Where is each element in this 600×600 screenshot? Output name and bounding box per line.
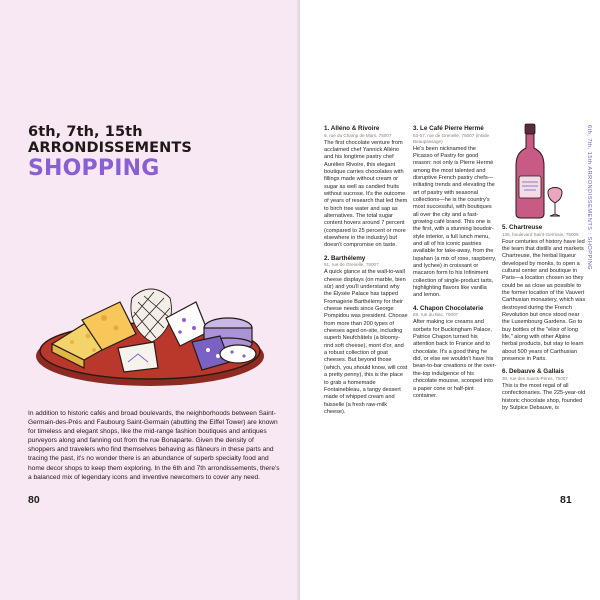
- listing-description: A quick glance at the wall-to-wall cheese displays (on marble, bien sûr) and you'll understand why the Élysée Palace has tapped Fromagerie Barthélemy for their cheese needs since George Pompidou was president. Choose from more than 200 types of cheeses aged on-site, including superb Neufchâtels (a bloomy-rind soft cheese), mont d'or, and a robust collection of goat cheeses. But beyond those (which, you should know, will cost a pretty penny), this is the place to grab a homemade Fontainebleau, a tangy dessert made of whipped cream and faisselle (a fresh raw-milk cheese).: [324, 269, 408, 415]
- listing-column-3: [502, 224, 586, 417]
- listing-description: He's been nicknamed the Picasso of Pastry for good reason: not only is Pierre Hermé among the most talented and disruptive French pastry chefs—initiating trends and elevating the art of pastry with seasonal collections—he is the country's most successful, with boutiques all over the city and a fast-growing café brand. This one is the first, with a stunning boudoir-style interior, a full lunch menu, and all of his iconic pastries available for take-away, from the Ispahan (a mix of rose, raspberry, and lychee) in croissant or macaron form to his Infiniment collection of single-product tarts, highlighting flavors like vanilla and lemon.: [413, 145, 497, 299]
- listing-title: 4. Chapon Chocolaterie: [413, 304, 484, 312]
- listing-address: 135, boulevard Saint-Germain, 75006: [502, 231, 579, 237]
- heading-arrondissements: ARRONDISSEMENTS: [28, 140, 192, 156]
- chartreuse-bottle-and-glass-illustration: [510, 122, 564, 222]
- page-number-left: 80: [28, 494, 40, 506]
- heading-arrondissements-numbers: 6th, 7th, 15th: [28, 124, 143, 140]
- listing-column-1: [324, 125, 408, 421]
- listing-address: 51, rue de Grenelle, 75007: [324, 262, 379, 268]
- listing-entry: [324, 255, 408, 416]
- cheese-platter-illustration: [24, 258, 276, 398]
- listing-description: Four centuries of history have led the team that distills and markets Chartreuse, the herbal liqueur developed by monks, to open a cultural center and boutique in Paris—a location chosen so they could be as close as possible to the former location of the Vauvert Carthusian monastery, which was destroyed during the French Revolution but once stood near the Luxembourg Gardens. Go to buy bottles of the "elixir of long life," along with other Alpine herbal products, but stay to learn about 500 years of Carthusian presence in Paris.: [502, 238, 586, 363]
- listing-title: 1. Alléno & Rivoire: [324, 125, 380, 132]
- listing-entry: [502, 224, 586, 363]
- listing-address: 9, rue du Champ de Mars, 75007: [324, 132, 392, 138]
- listing-address: 69, rue du Bac, 75007: [413, 312, 459, 318]
- section-heading: [28, 124, 278, 182]
- listing-description: After making ice creams and sorbets for Buckingham Palace, Patrice Chapon turned his attention back to France and to chocolate. It's a good thing he did, or else we wouldn't have his bean-to-bar creations or the over-the-top indulgence of his chocolate mousse, scooped into a paper cone or half-pint container.: [413, 319, 497, 399]
- listing-title: 3. Le Café Pierre Hermé: [413, 125, 484, 132]
- listing-entry: [324, 125, 408, 250]
- intro-paragraph: In addition to historic cafés and broad boulevards, the neighborhoods between Saint-Germain-des-Prés and Faubourg Saint-Germain (abutting the Eiffel Tower) are known for timeless and elegant shops, like the mid-range fashion boutiques and antiques purveyors along and fanning out from the rue Bonaparte. Given the density of shoppers and travelers who find themselves behaving as flâneurs in these parts and tracing the past, it's no wonder there is an abundance of superb specialty food and home decor shops to keep them exploring. In the 6th and 7th arrondissements, there's a balanced mix of legendary icons and inventive newcomers to cover any need.: [28, 410, 280, 481]
- listing-address: 30, rue des Saints-Pères, 75007: [502, 376, 568, 382]
- listing-title: 6. Debauve & Gallais: [502, 368, 564, 376]
- listing-column-2: [413, 125, 497, 405]
- listing-entry: [502, 368, 586, 412]
- listing-entry: [413, 305, 497, 400]
- listing-address: 53-57, rue de Grenelle, 75007 (inside Beaupassage): [413, 132, 490, 144]
- listing-title: 2. Barthélemy: [324, 254, 366, 262]
- listing-description: The first chocolate venture from acclaimed chef Yannick Alléno and his longtime pastry chef Aurélien Rivoire, this elegant boutique carries chocolates with fillings made without cream or sugar as well as candied fruits without sucrose. It's the outcome of years of research that led them to birch tree water and sap as alternatives. The total sugar content hovers around 7 percent (compared to 25 percent or more elsewhere in the industry) but doesn't compromise on taste.: [324, 139, 408, 249]
- page-number-right: 81: [560, 494, 572, 506]
- listing-title: 5. Chartreuse: [502, 224, 543, 231]
- heading-shopping: SHOPPING: [28, 156, 160, 181]
- running-head: 6th, 7th, 15th ARRONDISSEMENTS : SHOPPING: [586, 125, 592, 271]
- listing-description: This is the most regal of all confectionaries. The 225-year-old historic chocolate shop, founded by Sulpice Debauve, is: [502, 383, 586, 412]
- listing-entry: [413, 125, 497, 300]
